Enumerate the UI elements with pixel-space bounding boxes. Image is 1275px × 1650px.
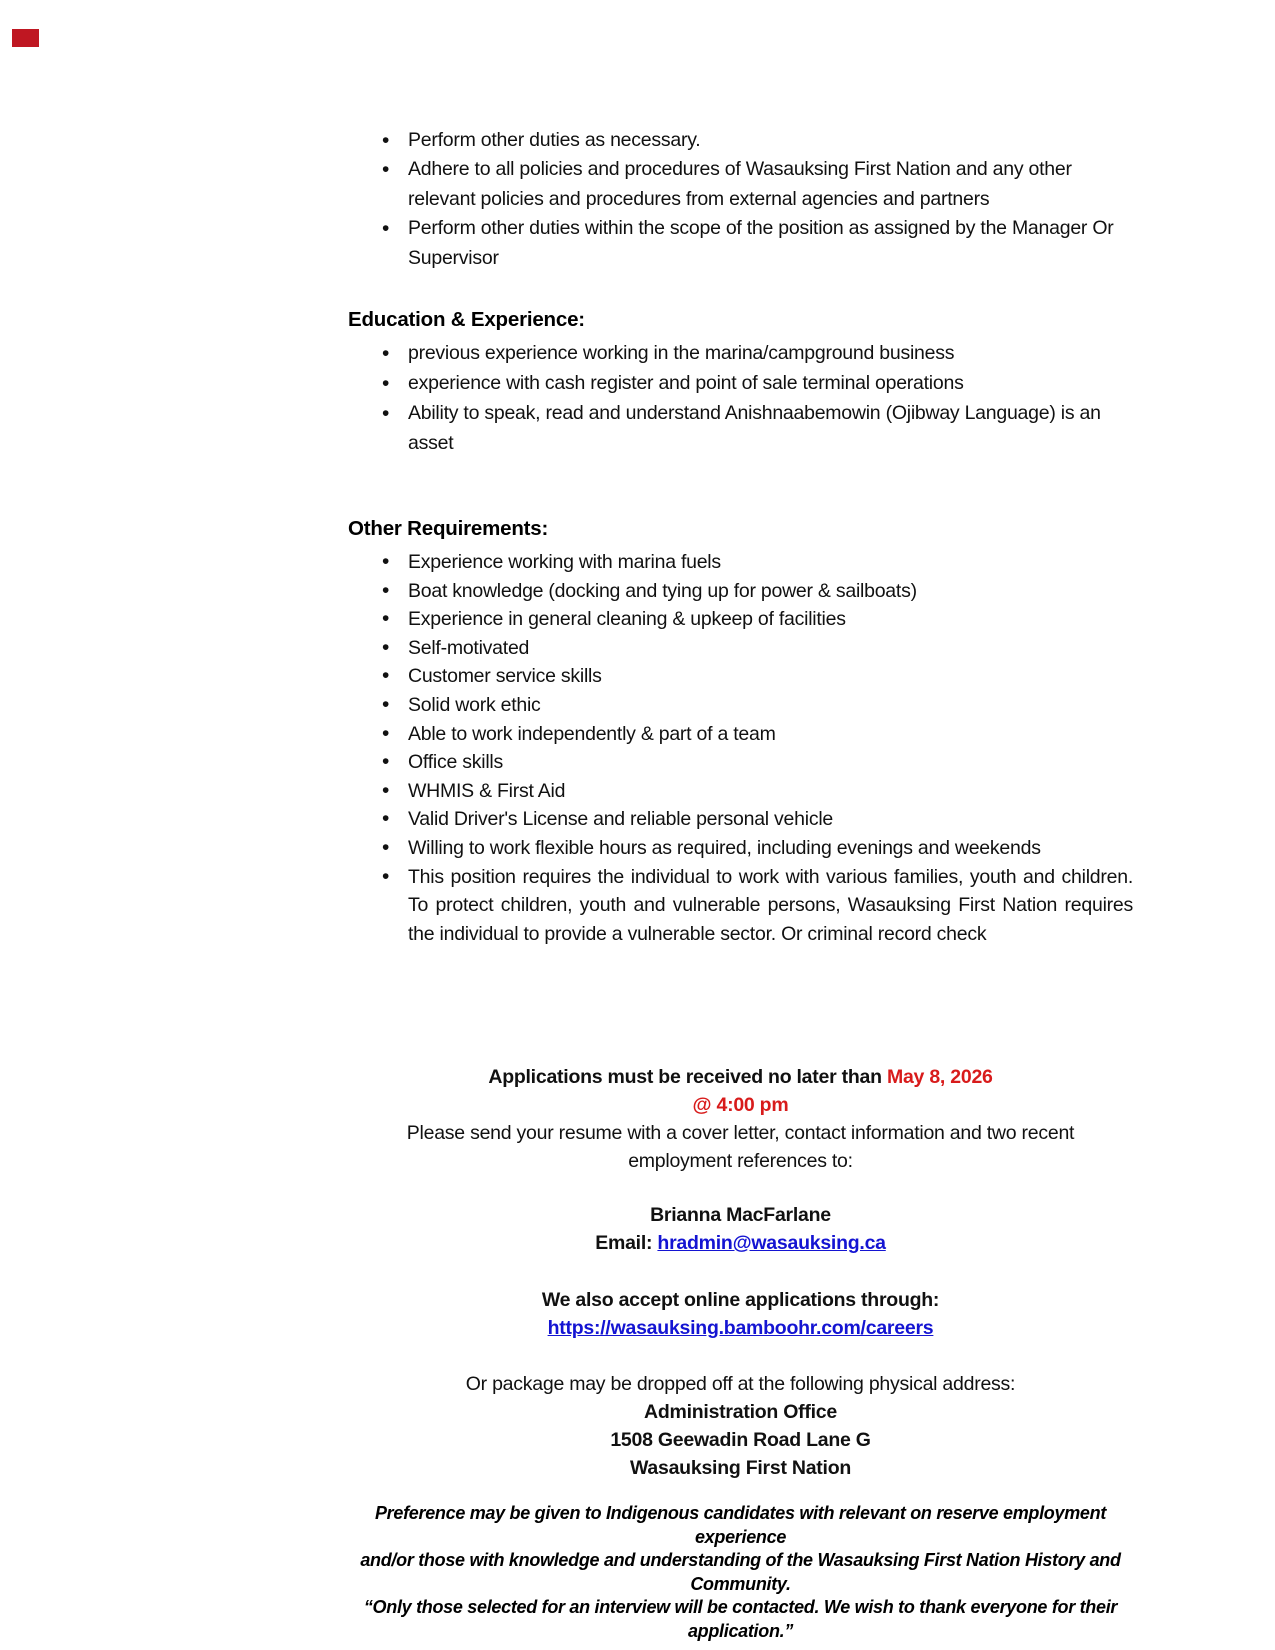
bullet-item: • Perform other duties as necessary. (348, 126, 1133, 155)
bullet-item: • Experience working with marina fuels (348, 548, 1133, 577)
dropoff-line: Or package may be dropped off at the following physical address: (465, 1373, 1016, 1395)
education-bullet-list (348, 339, 1133, 459)
footer-line-3: “Only those selected for an interview will be contacted. We wish to thank everyone for their application.” (363, 1597, 1118, 1641)
application-instructions-section (348, 1063, 1133, 1482)
other-requirements-section (348, 514, 1133, 948)
bullet-item: • Experience in general cleaning & upkeep of facilities (348, 605, 1133, 634)
corner-red-mark (12, 29, 39, 47)
send-instructions-line-2: employment references to: (628, 1150, 853, 1172)
address-nation: Wasauksing First Nation (629, 1457, 852, 1479)
address-office: Administration Office (643, 1401, 838, 1423)
bullet-item: • WHMIS & First Aid (348, 777, 1133, 806)
bullet-item: • Able to work independently & part of a team (348, 720, 1133, 749)
bullet-item: • experience with cash register and point of sale terminal operations (348, 369, 1133, 399)
email-label: Email: (595, 1232, 658, 1254)
bullet-item: • Ability to speak, read and understand Anishnaabemowin (Ojibway Language) is an asset (348, 399, 1133, 459)
online-applications-label: We also accept online applications through: (541, 1289, 940, 1311)
deadline-prefix: Applications must be received no later than (488, 1066, 887, 1088)
duties-section (348, 126, 1133, 273)
email-line (348, 1229, 1133, 1257)
send-instructions-line-1: Please send your resume with a cover letter, contact information and two recent (406, 1122, 1075, 1144)
bullet-item: • Office skills (348, 748, 1133, 777)
careers-link[interactable]: https://wasauksing.bamboohr.com/careers (547, 1317, 934, 1339)
bullet-item: • Boat knowledge (docking and tying up for power & sailboats) (348, 577, 1133, 606)
spacer (348, 1342, 1133, 1370)
spacer (348, 1257, 1133, 1286)
bullet-item: • Customer service skills (348, 662, 1133, 691)
footer-preference-note (348, 1502, 1133, 1643)
bullet-item: • Willing to work flexible hours as required, including evenings and weekends (348, 834, 1133, 863)
duties-bullet-list (348, 126, 1133, 273)
education-experience-heading: Education & Experience: (348, 308, 585, 331)
footer-line-2: and/or those with knowledge and understanding of the Wasauksing First Nation History and Community. (360, 1550, 1121, 1594)
deadline-line (348, 1063, 1133, 1091)
requirements-bullet-list (348, 548, 1133, 948)
footer-line-1: Preference may be given to Indigenous candidates with relevant on reserve employment experience (374, 1503, 1107, 1547)
bullet-item: • Self-motivated (348, 634, 1133, 663)
bullet-item: • Valid Driver's License and reliable personal vehicle (348, 805, 1133, 834)
email-link[interactable]: hradmin@wasauksing.ca (657, 1232, 886, 1254)
careers-url-line (348, 1314, 1133, 1342)
address-street: 1508 Geewadin Road Lane G (610, 1429, 871, 1451)
bullet-item: • This position requires the individual to work with various families, youth and children. To protect children, youth and vulnerable persons, Wasauksing First Nation requires the individual to provide a vulnerable sector. Or criminal record check (348, 863, 1133, 949)
bullet-item: • previous experience working in the marina/campground business (348, 339, 1133, 369)
bullet-item: • Solid work ethic (348, 691, 1133, 720)
deadline-date: May 8, 2026 (886, 1066, 993, 1088)
spacer (348, 1175, 1133, 1201)
deadline-time: @ 4:00 pm (692, 1094, 789, 1116)
bullet-item: • Adhere to all policies and procedures of Wasauksing First Nation and any other relevant policies and procedures from external agencies and partners (348, 155, 1133, 214)
other-requirements-heading: Other Requirements: (348, 517, 549, 540)
bullet-item: • Perform other duties within the scope of the position as assigned by the Manager Or Supervisor (348, 214, 1133, 273)
education-experience-section (348, 305, 1133, 459)
contact-name: Brianna MacFarlane (650, 1204, 831, 1226)
